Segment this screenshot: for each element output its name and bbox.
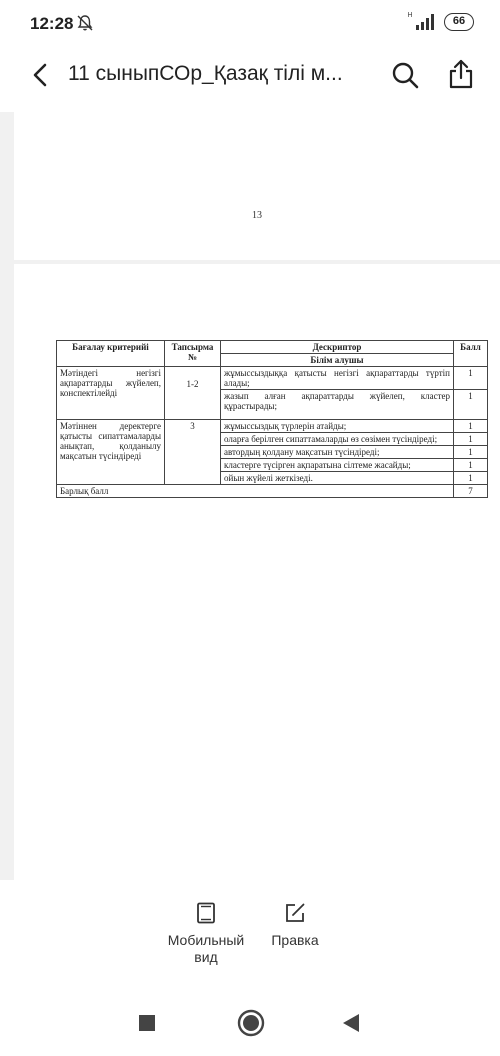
document-viewer[interactable] <box>0 112 500 880</box>
network-type-label: H <box>407 12 413 19</box>
descriptor-cell: ойын жүйелі жеткізеді. <box>221 472 454 485</box>
header-task: Тапсырма № <box>165 341 221 367</box>
edit-label: Правка <box>271 932 319 948</box>
descriptor-cell: жұмыссыздық түрлерін атайды; <box>221 420 454 433</box>
header-criteria: Бағалау критерийі <box>57 341 165 367</box>
subheader-learner: Білім алушы <box>221 354 454 367</box>
table-header-row <box>57 341 488 354</box>
task-cell: 3 <box>165 420 221 485</box>
total-label: Барлық балл <box>57 485 454 498</box>
table-total-row <box>57 485 488 498</box>
page-number: 13 <box>252 210 262 221</box>
descriptor-cell: жазып алған ақпараттарды жүйелеп, кластер құрастырады; <box>221 390 454 420</box>
score-cell: 1 <box>454 390 488 420</box>
back-nav-icon[interactable] <box>342 1013 360 1033</box>
mobile-view-button[interactable] <box>160 902 252 974</box>
mobile-view-label: Мобильный вид <box>167 932 245 965</box>
bottom-actions <box>0 880 500 990</box>
recent-apps-icon[interactable] <box>139 1015 155 1031</box>
mute-icon <box>76 14 94 32</box>
descriptor-cell: оларға берілген сипаттамаларды өз сөзімен түсіндіреді; <box>221 433 454 446</box>
app-bar <box>0 48 500 112</box>
score-cell: 1 <box>454 367 488 390</box>
descriptor-cell: кластерге түсірген ақпаратына сілтеме жасайды; <box>221 459 454 472</box>
status-bar <box>0 0 500 48</box>
score-cell: 1 <box>454 433 488 446</box>
battery-icon <box>444 13 474 31</box>
score-cell: 1 <box>454 459 488 472</box>
document-page <box>14 112 500 260</box>
battery-level: 66 <box>452 15 466 27</box>
assessment-table <box>56 340 488 498</box>
signal-icon <box>415 14 435 30</box>
task-cell: 1-2 <box>165 367 221 420</box>
mobile-view-icon <box>195 902 217 924</box>
score-cell: 1 <box>454 472 488 485</box>
document-title: 11 сыныпСОр_Қазақ тілі м... <box>68 62 343 85</box>
score-cell: 1 <box>454 446 488 459</box>
edit-button[interactable] <box>262 902 328 974</box>
table-row <box>57 367 488 390</box>
navigation-bar <box>0 990 500 1056</box>
table-row <box>57 420 488 433</box>
share-icon[interactable] <box>446 58 476 90</box>
edit-icon <box>284 902 306 924</box>
status-time: 12:28 <box>30 14 74 33</box>
home-icon[interactable] <box>237 1009 265 1037</box>
header-descriptor: Дескриптор <box>221 341 454 354</box>
descriptor-cell: жұмыссыздыққа қатысты негізгі ақпараттарды түртіп алады; <box>221 367 454 390</box>
criteria-cell: Мәтіннен деректерге қатысты сипаттамаларды анықтап, қолданылу мақсатын түсіндіреді <box>57 420 165 485</box>
score-cell: 1 <box>454 420 488 433</box>
criteria-cell: Мәтіндегі негізгі ақпараттарды жүйелеп, конспектілейді <box>57 367 165 420</box>
back-icon[interactable] <box>26 60 56 90</box>
descriptor-cell: автордың қолдану мақсатын түсіндіреді; <box>221 446 454 459</box>
search-icon[interactable] <box>390 60 420 90</box>
header-score: Балл <box>454 341 488 367</box>
total-score: 7 <box>454 485 488 498</box>
document-page <box>14 264 500 880</box>
